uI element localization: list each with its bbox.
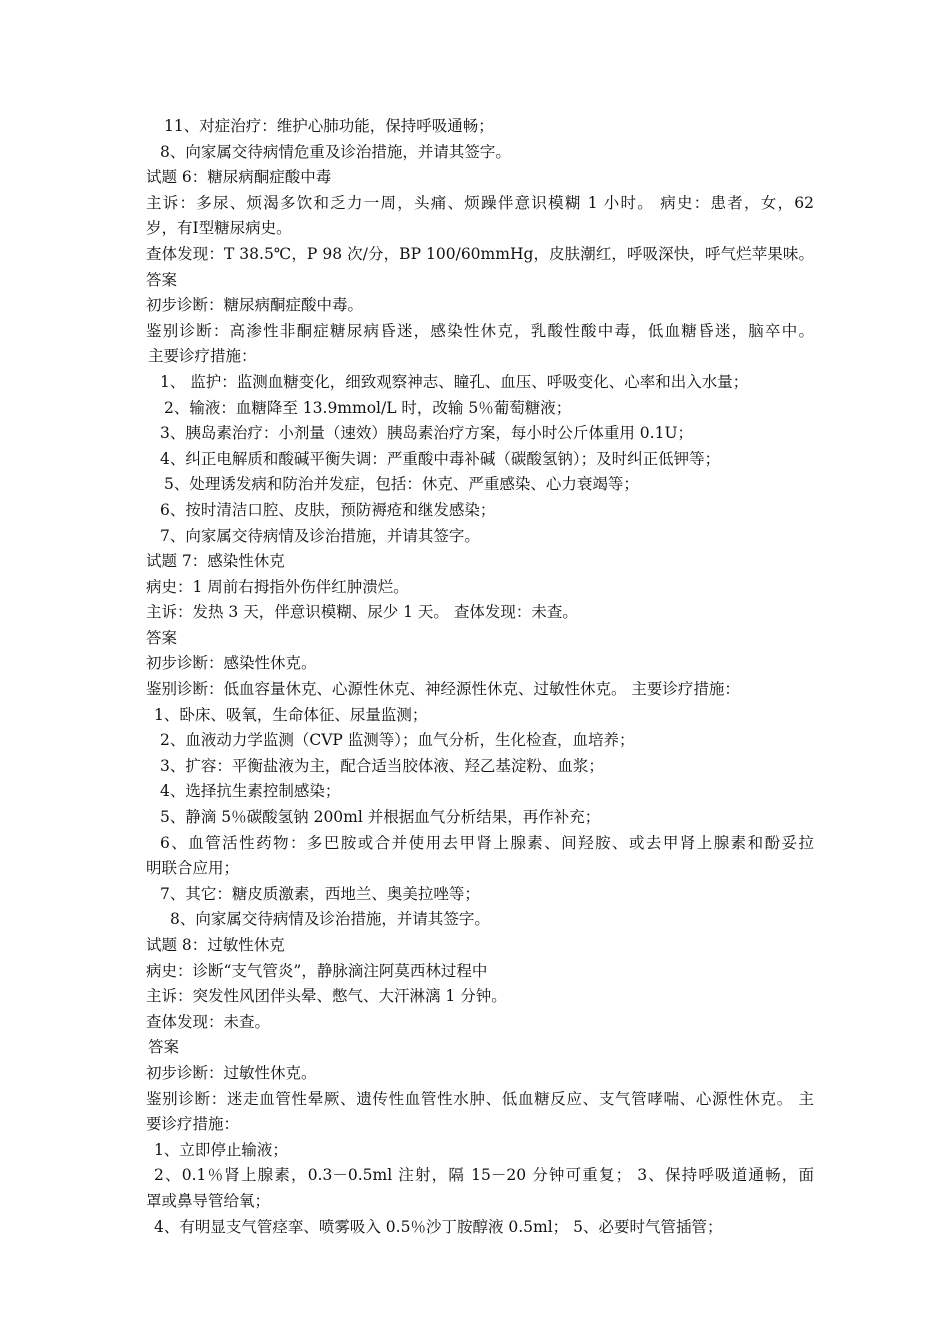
text-line: 病史：诊断“支气管炎”，静脉滴注阿莫西林过程中	[146, 961, 488, 980]
text-line: 6、按时清洁口腔、皮肤，预防褥疮和继发感染；	[160, 500, 496, 519]
text-line: 初步诊断：感染性休克。	[146, 654, 317, 673]
text-line: 2、输液：血糖降至 13.9mmol/L 时，改输 5％葡萄糖液；	[164, 398, 572, 417]
text-line: 2、0.1％肾上腺素，0.3－0.5ml 注射，隔 15－20 分钟可重复； 3、保持呼吸道通畅，面	[154, 1166, 814, 1185]
text-line: 主诉：突发性风团伴头晕、憋气、大汗淋漓 1 分钟。	[146, 987, 507, 1006]
text-line: 4、选择抗生素控制感染；	[160, 782, 341, 801]
text-line: 鉴别诊断：低血容量休克、心源性休克、神经源性休克、过敏性休克。 主要诊疗措施：	[146, 680, 740, 699]
text-line: 主诉：多尿、烦渴多饮和乏力一周，头痛、烦躁伴意识模糊 1 小时。 病史：患者，女，62	[146, 193, 814, 212]
text-line: 鉴别诊断：高渗性非酮症糖尿病昏迷，感染性休克，乳酸性酸中毒，低血糖昏迷，脑卒中。	[146, 321, 814, 340]
text-line: 6、血管活性药物：多巴胺或合并使用去甲肾上腺素、间羟胺、或去甲肾上腺素和酚妥拉	[160, 833, 814, 852]
text-line: 初步诊断：过敏性休克。	[146, 1063, 317, 1082]
text-line: 3、胰岛素治疗：小剂量（速效）胰岛素治疗方案，每小时公斤体重用 0.1U；	[160, 424, 694, 443]
text-line: 答案	[146, 270, 178, 289]
document-page	[146, 114, 814, 1240]
text-line: 罩或鼻导管给氧；	[146, 1191, 271, 1210]
text-line: 答案	[148, 1038, 180, 1057]
text-line: 4、有明显支气管痉挛、喷雾吸入 0.5％沙丁胺醇液 0.5ml； 5、必要时气管插管；	[154, 1217, 723, 1236]
text-line: 要诊疗措施：	[146, 1115, 240, 1134]
text-line: 8、向家属交待病情及诊治措施，并请其签字。	[170, 910, 490, 929]
text-line: 7、其它：糖皮质激素，西地兰、奥美拉唑等；	[160, 884, 480, 903]
text-line: 2、血液动力学监测（CVP 监测等）；血气分析，生化检查，血培养；	[160, 731, 635, 750]
text-line: 试题 6：糖尿病酮症酸中毒	[146, 168, 332, 187]
text-line: 1、 监护：监测血糖变化，细致观察神志、瞳孔、血压、呼吸变化、心率和出入水量；	[160, 372, 749, 391]
text-line: 鉴别诊断：迷走血管性晕厥、遗传性血管性水肿、低血糖反应、支气管哮喘、心源性休克。 主	[146, 1089, 814, 1108]
text-line: 试题 7：感染性休克	[146, 552, 285, 571]
text-line: 病史：1 周前右拇指外伤伴红肿溃烂。	[146, 577, 409, 596]
text-line: 答案	[146, 628, 178, 647]
text-line: 4、纠正电解质和酸碱平衡失调：严重酸中毒补碱（碳酸氢钠）；及时纠正低钾等；	[160, 449, 721, 468]
text-line: 明联合应用；	[146, 859, 240, 878]
text-line: 1、立即停止输液；	[154, 1140, 288, 1159]
text-line: 主要诊疗措施：	[148, 347, 257, 366]
text-line: 查体发现：T 38.5℃，P 98 次/分，BP 100/60mmHg，皮肤潮红，呼吸深快，呼气烂苹果味。	[146, 244, 814, 263]
text-line: 5、静滴 5％碳酸氢钠 200ml 并根据血气分析结果，再作补充；	[160, 808, 601, 827]
text-line: 1、卧床、吸氧，生命体征、尿量监测；	[154, 705, 428, 724]
text-line: 岁，有Ⅰ型糖尿病史。	[146, 219, 292, 238]
text-line: 5、处理诱发病和防治并发症，包括：休克、严重感染、心力衰竭等；	[164, 475, 639, 494]
text-line: 初步诊断：糖尿病酮症酸中毒。	[146, 296, 364, 315]
text-line: 试题 8：过敏性休克	[146, 936, 285, 954]
text-line: 7、向家属交待病情及诊治措施，并请其签字。	[160, 526, 480, 545]
text-line: 11、对症治疗：维护心肺功能，保持呼吸通畅；	[164, 117, 494, 135]
text-line: 主诉：发热 3 天，伴意识模糊、尿少 1 天。 查体发现：未查。	[146, 603, 578, 622]
text-line: 8、向家属交待病情危重及诊治措施，并请其签字。	[160, 142, 511, 161]
text-line: 3、扩容：平衡盐液为主，配合适当胶体液、羟乙基淀粉、血浆；	[160, 756, 604, 775]
text-line: 查体发现：未查。	[146, 1012, 271, 1031]
